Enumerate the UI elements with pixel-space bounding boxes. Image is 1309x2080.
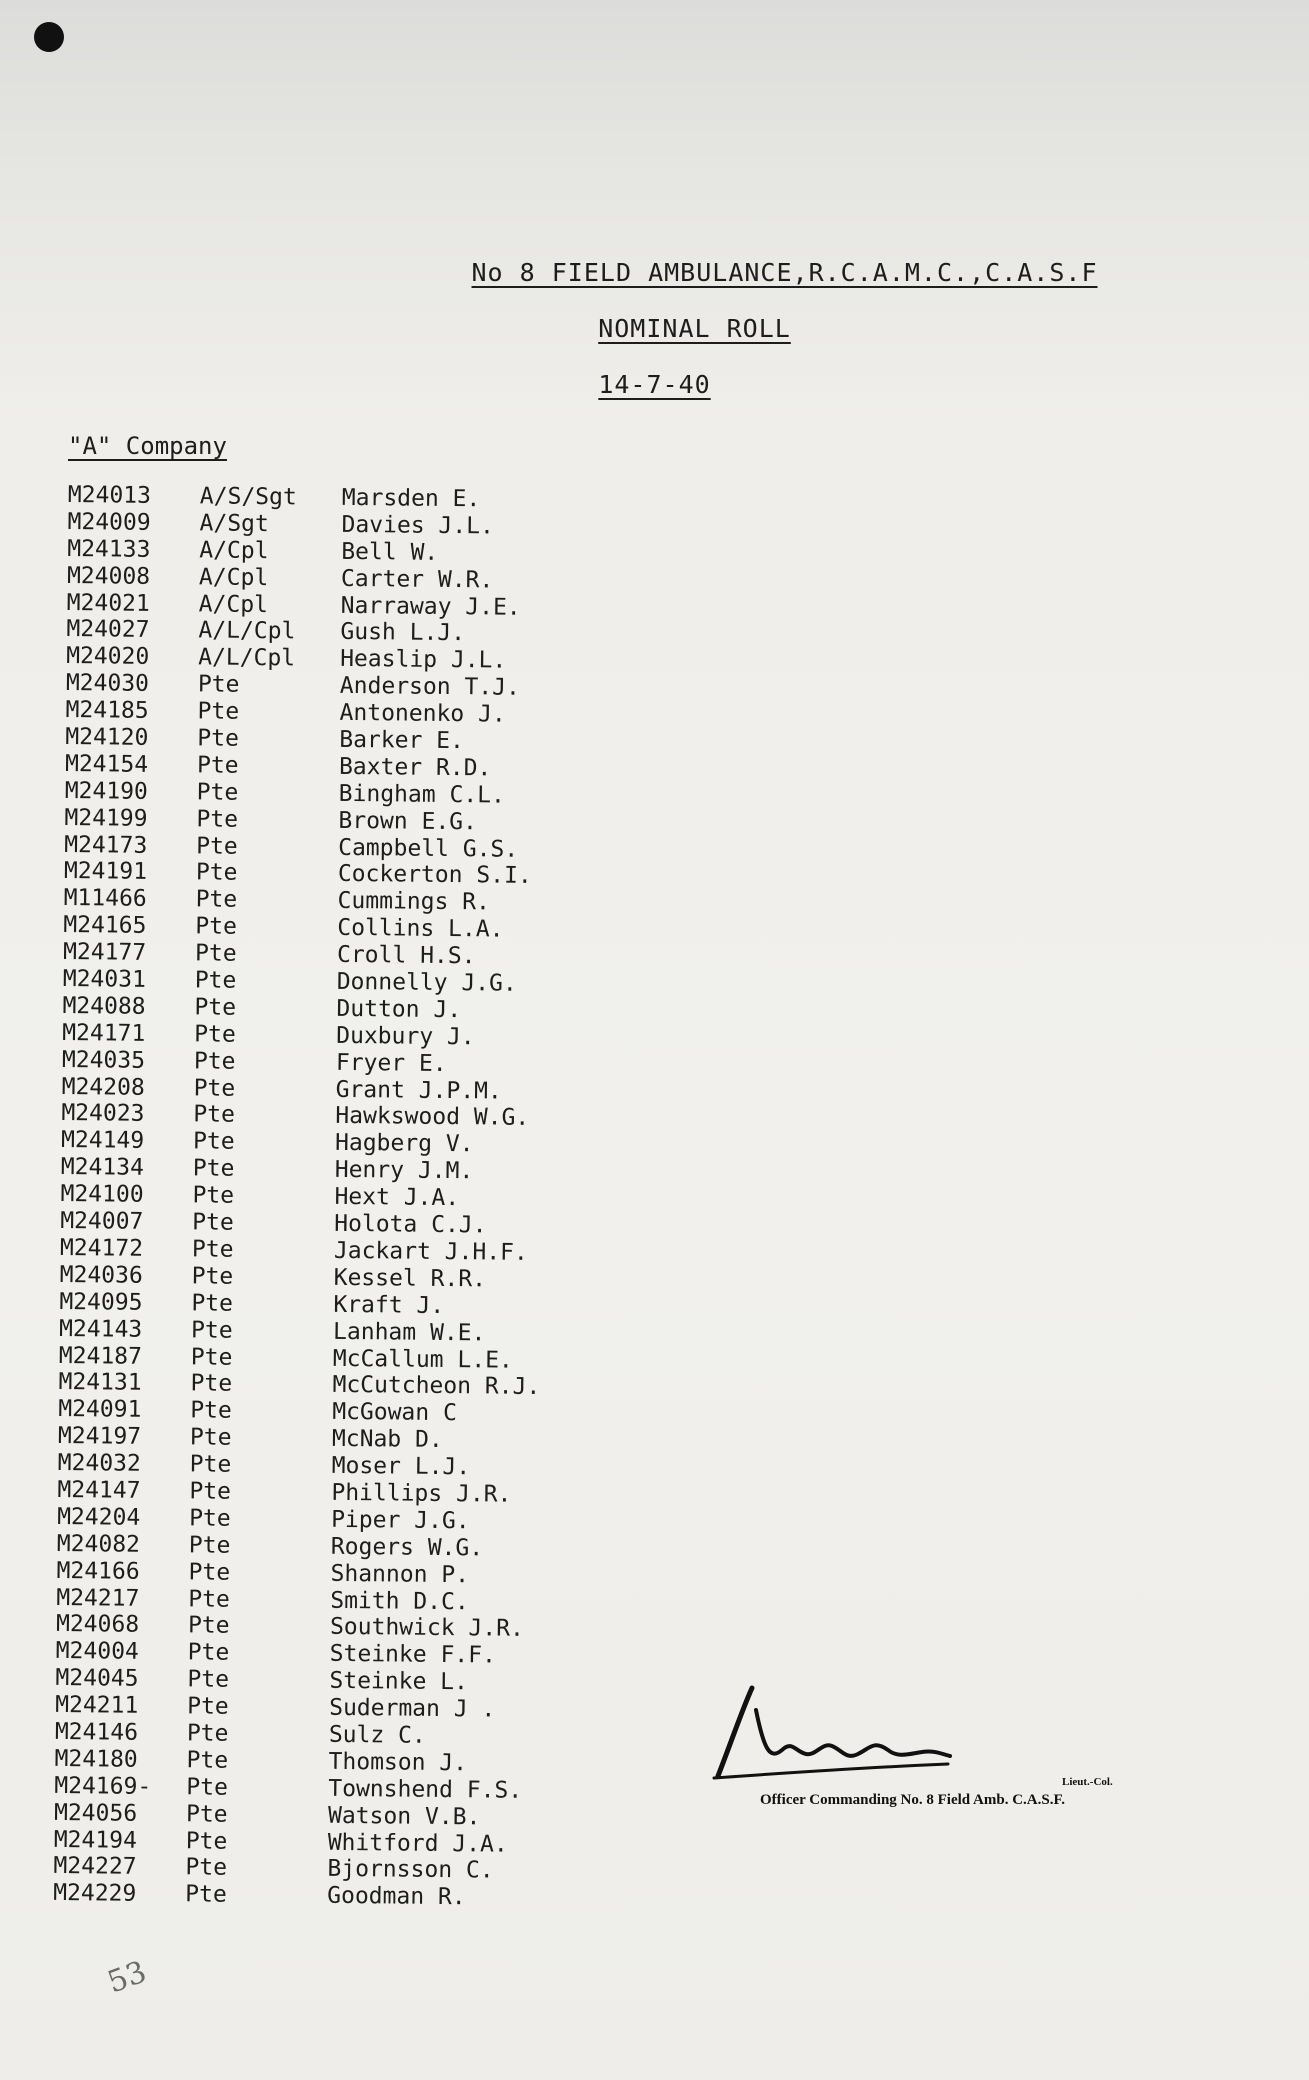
service-number: M24020: [66, 643, 150, 671]
signature-rank-label: Lieut.-Col.: [1062, 1776, 1113, 1788]
service-number: M24120: [65, 724, 149, 751]
rank: Pte: [197, 671, 240, 699]
rank: Pte: [191, 1236, 234, 1263]
rank: Pte: [185, 1827, 228, 1855]
rank: Pte: [187, 1666, 230, 1693]
rank: Pte: [185, 1800, 228, 1828]
service-number: M24217: [56, 1584, 140, 1612]
soldier-name: Henry J.M.: [334, 1157, 474, 1185]
soldier-name: Marsden E.: [341, 484, 481, 513]
soldier-name: Watson V.B.: [327, 1802, 481, 1831]
soldier-name: Thomson J.: [328, 1748, 468, 1777]
soldier-name: Fryer E.: [335, 1049, 447, 1077]
rank: Pte: [193, 1101, 236, 1129]
service-number: M24146: [54, 1718, 139, 1746]
rank: Pte: [186, 1774, 229, 1801]
document-subtitle: NOMINAL ROLL: [598, 314, 791, 343]
soldier-name: Kessel R.R.: [333, 1264, 487, 1293]
service-number: M24082: [56, 1530, 141, 1558]
rank: Pte: [187, 1612, 230, 1640]
soldier-name: Townshend F.S.: [328, 1775, 523, 1804]
rank: Pte: [186, 1720, 229, 1747]
soldier-name: Kraft J.: [333, 1291, 445, 1319]
service-number: M24180: [54, 1745, 138, 1773]
rank: Pte: [189, 1505, 231, 1532]
soldier-name: McGowan C: [332, 1399, 458, 1427]
rank: Pte: [195, 913, 238, 941]
service-number: M24227: [53, 1853, 137, 1881]
signature-officer-label: Officer Commanding No. 8 Field Amb. C.A.S.F.: [760, 1792, 1066, 1808]
service-number: M11466: [63, 885, 147, 913]
rank: Pte: [191, 1263, 234, 1290]
rank: Pte: [189, 1424, 232, 1451]
soldier-name: Piper J.G.: [331, 1506, 470, 1535]
document-title: No 8 FIELD AMBULANCE,R.C.A.M.C.,C.A.S.F: [471, 258, 1098, 287]
service-number: M24143: [58, 1315, 143, 1343]
service-number: M24133: [67, 535, 151, 563]
rank: A/L/Cpl: [198, 644, 296, 672]
rank: Pte: [192, 1182, 235, 1209]
rank: Pte: [194, 967, 237, 994]
service-number: M24166: [56, 1557, 140, 1585]
soldier-name: Bell W.: [341, 538, 439, 566]
rank: Pte: [196, 832, 238, 860]
rank: Pte: [196, 752, 239, 779]
rank: Pte: [189, 1478, 232, 1505]
service-number: M24036: [59, 1261, 143, 1289]
service-number: M24045: [55, 1665, 139, 1692]
service-number: M24191: [63, 858, 148, 886]
service-number: M24187: [58, 1342, 143, 1370]
service-number: M24068: [55, 1611, 140, 1639]
service-number: M24134: [60, 1154, 145, 1182]
rank: Pte: [190, 1397, 232, 1425]
service-number: M24023: [61, 1100, 145, 1128]
rank: Pte: [188, 1585, 230, 1613]
service-number: M24154: [64, 750, 149, 778]
soldier-name: Gush L.J.: [340, 619, 466, 647]
soldier-name: Bjornsson C.: [327, 1856, 494, 1884]
rank: A/Cpl: [198, 564, 269, 591]
service-number: M24190: [64, 777, 148, 805]
rank: Pte: [194, 994, 237, 1021]
rank: Pte: [192, 1128, 235, 1156]
service-number: M24173: [64, 831, 148, 859]
service-number: M24171: [62, 1019, 146, 1047]
service-number: M24031: [62, 966, 147, 993]
soldier-name: Rogers W.G.: [330, 1533, 484, 1562]
service-number: M24004: [55, 1638, 139, 1666]
service-number: M24177: [62, 939, 147, 966]
rank: Pte: [195, 886, 238, 914]
soldier-name: Cockerton S.I.: [337, 861, 532, 890]
soldier-name: Campbell G.S.: [338, 834, 519, 863]
soldier-name: Steinke L.: [329, 1667, 469, 1696]
service-number: M24027: [66, 616, 150, 644]
soldier-name: Steinke F.F.: [329, 1641, 497, 1669]
soldier-name: Jackart J.H.F.: [333, 1237, 528, 1266]
service-number: M24056: [53, 1799, 138, 1827]
soldier-name: Phillips J.R.: [331, 1479, 512, 1508]
rank: Pte: [186, 1747, 229, 1774]
soldier-name: Anderson T.J.: [339, 673, 521, 701]
punch-hole: [34, 22, 64, 52]
soldier-name: Hagberg V.: [334, 1130, 474, 1158]
soldier-name: Hext J.A.: [334, 1183, 460, 1212]
rank: Pte: [188, 1558, 231, 1586]
service-number: M24229: [53, 1880, 137, 1908]
rank: Pte: [187, 1639, 230, 1667]
rank: Pte: [193, 1048, 236, 1075]
soldier-name: Whitford J.A.: [327, 1829, 508, 1858]
document-date: 14-7-40: [598, 370, 711, 399]
soldier-name: Sulz C.: [328, 1721, 426, 1749]
soldier-name: Donnelly J.G.: [336, 968, 517, 997]
rank: A/Cpl: [198, 590, 269, 618]
soldier-name: Holota C.J.: [334, 1210, 487, 1239]
service-number: M24208: [61, 1073, 145, 1101]
service-number: M24100: [60, 1181, 144, 1208]
officer-signature: [712, 1680, 952, 1780]
service-number: M24009: [67, 508, 151, 536]
service-number: M24131: [58, 1369, 142, 1397]
service-number: M24199: [64, 804, 148, 832]
rank: A/Cpl: [199, 537, 269, 564]
rank: Pte: [188, 1532, 231, 1559]
service-number: M24149: [60, 1127, 145, 1155]
nominal-roll-list: [53, 482, 688, 1914]
rank: A/Sgt: [199, 510, 269, 537]
soldier-name: Davies J.L.: [341, 511, 495, 540]
service-number: M24032: [57, 1450, 141, 1477]
soldier-name: McCutcheon R.J.: [332, 1372, 541, 1401]
soldier-name: Narraway J.E.: [340, 592, 521, 621]
soldier-name: Brown E.G.: [338, 807, 478, 835]
soldier-name: Suderman J .: [329, 1694, 496, 1723]
soldier-name: Moser L.J.: [331, 1452, 471, 1481]
rank: Pte: [187, 1693, 229, 1720]
service-number: M24013: [67, 482, 152, 509]
service-number: M24021: [66, 589, 150, 617]
rank: Pte: [190, 1370, 233, 1398]
rank: Pte: [190, 1316, 233, 1344]
rank: Pte: [193, 1074, 236, 1102]
soldier-name: Carter W.R.: [340, 565, 494, 594]
soldier-name: Goodman R.: [327, 1883, 466, 1911]
rank: A/L/Cpl: [198, 617, 296, 645]
roll-row: [53, 1880, 673, 1913]
soldier-name: McNab D.: [331, 1425, 443, 1454]
soldier-name: Croll H.S.: [336, 941, 476, 970]
service-number: M24095: [59, 1288, 143, 1316]
rank: Pte: [192, 1155, 235, 1183]
soldier-name: Collins L.A.: [337, 915, 504, 943]
service-number: M24185: [65, 697, 149, 724]
rank: A/S/Sgt: [199, 483, 297, 511]
service-number: M24088: [62, 992, 146, 1020]
soldier-name: Dutton J.: [336, 995, 462, 1024]
soldier-name: Barker E.: [339, 726, 465, 755]
soldier-name: Southwick J.R.: [329, 1614, 525, 1643]
service-number: M24147: [57, 1476, 141, 1504]
rank: Pte: [194, 1021, 236, 1048]
service-number: M24197: [57, 1423, 142, 1450]
service-number: M24204: [57, 1503, 141, 1531]
service-number: M24211: [55, 1692, 139, 1719]
soldier-name: Grant J.P.M.: [335, 1076, 502, 1105]
rank: Pte: [197, 698, 240, 725]
rank: Pte: [191, 1290, 234, 1317]
rank: Pte: [189, 1451, 232, 1478]
soldier-name: Cummings R.: [337, 888, 491, 916]
soldier-name: Antonenko J.: [339, 699, 506, 728]
soldier-name: Shannon P.: [330, 1560, 470, 1588]
rank: Pte: [194, 940, 237, 967]
rank: Pte: [185, 1881, 227, 1909]
soldier-name: Heaslip J.L.: [340, 646, 507, 674]
soldier-name: Hawkswood W.G.: [335, 1103, 530, 1132]
rank: Pte: [185, 1854, 228, 1882]
service-number: M24172: [59, 1234, 144, 1262]
rank: Pte: [196, 779, 239, 806]
service-number: M24169-: [54, 1772, 152, 1800]
soldier-name: McCallum L.E.: [332, 1345, 513, 1374]
soldier-name: Baxter R.D.: [338, 753, 492, 782]
service-number: M24008: [66, 562, 151, 590]
rank: Pte: [192, 1209, 234, 1236]
rank: Pte: [196, 806, 239, 833]
rank: Pte: [195, 859, 238, 887]
service-number: M24007: [60, 1208, 144, 1235]
soldier-name: Smith D.C.: [330, 1587, 469, 1615]
margin-note: 53: [103, 1954, 152, 2001]
service-number: M24035: [61, 1046, 146, 1074]
service-number: M24194: [53, 1826, 138, 1854]
service-number: M24091: [58, 1396, 142, 1424]
soldier-name: Lanham W.E.: [332, 1318, 486, 1347]
soldier-name: Bingham C.L.: [338, 780, 506, 809]
company-heading: "A" Company: [68, 432, 227, 460]
rank: Pte: [197, 725, 240, 752]
service-number: M24030: [65, 670, 150, 698]
service-number: M24165: [63, 912, 147, 940]
soldier-name: Duxbury J.: [336, 1022, 475, 1051]
rank: Pte: [190, 1343, 233, 1371]
